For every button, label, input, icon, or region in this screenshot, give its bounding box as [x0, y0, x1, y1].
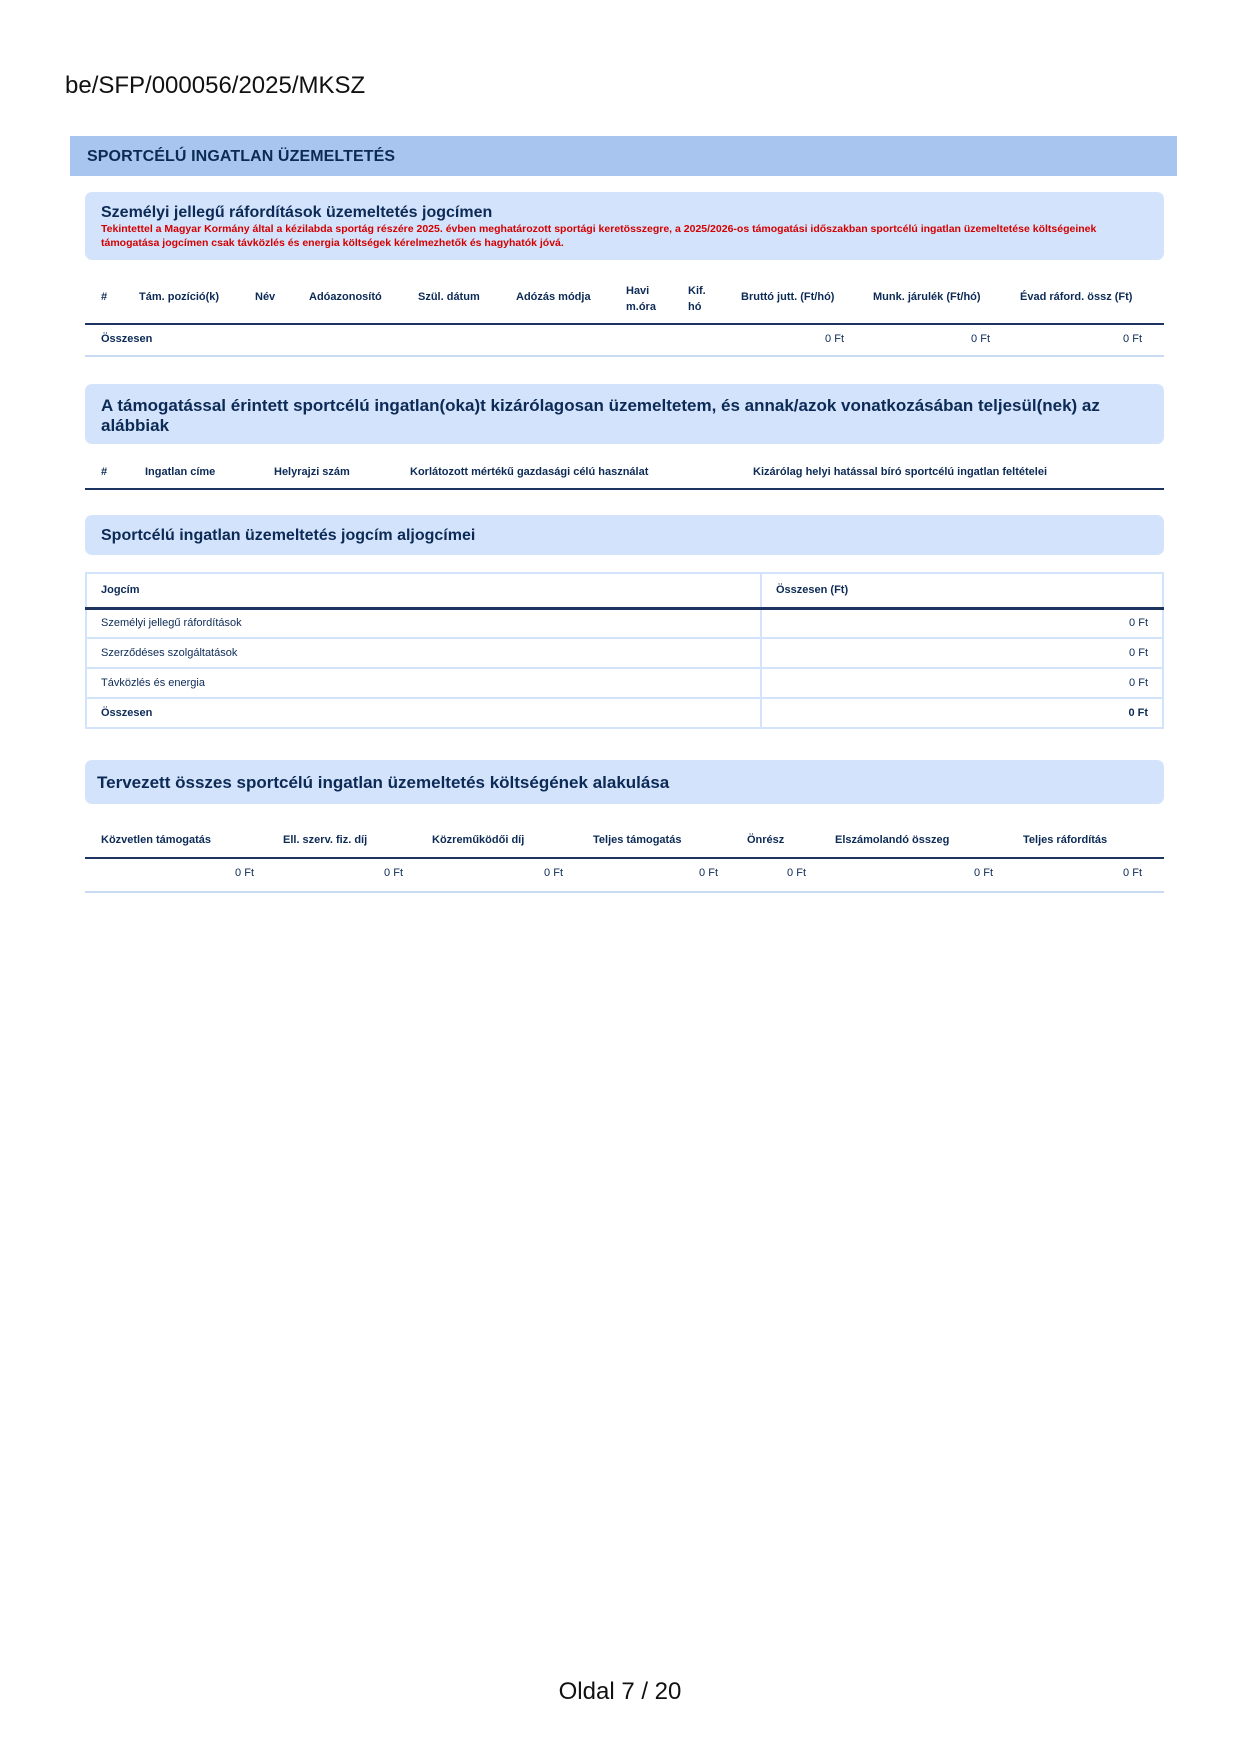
personal-costs-notice: Tekintettel a Magyar Kormány által a kézilabda sportág részére 2025. évben meghatározott sportági keretösszegre, a 2025/2026-os támogatási időszakban sportcélú ingatlan üzemeltetése költségeinek támogatása jogcímen csak távközlés és energia költségek kérelmezhetők és hagyhatók jóvá. [101, 223, 1097, 249]
col-property-address: Ingatlan címe [145, 466, 216, 478]
subtitles-section-header [85, 515, 1164, 555]
total-label: Összesen [86, 698, 761, 728]
value-direct-support: 0 Ft [235, 867, 254, 879]
table-total-row [86, 698, 1163, 728]
col-own-contribution: Önrész [747, 834, 785, 846]
value-total-expenditure: 0 Ft [1123, 867, 1142, 879]
col-tax-id: Adóazonosító [309, 291, 382, 303]
personal-costs-header [85, 192, 1164, 260]
table-bottom-rule [85, 891, 1164, 893]
value-own-contribution: 0 Ft [787, 867, 806, 879]
row-label: Távközlés és energia [86, 668, 761, 698]
col-season-total: Évad ráford. össz (Ft) [1020, 291, 1133, 303]
section-header-main: SPORTCÉLÚ INGATLAN ÜZEMELTETÉS [70, 136, 1177, 176]
total-employer-contribution: 0 Ft [971, 333, 990, 345]
page-number: Oldal 7 / 20 [558, 1678, 682, 1705]
table-header-row [86, 573, 1163, 608]
col-index: # [101, 291, 108, 303]
subtitles-table [85, 572, 1164, 729]
col-control-fee: Ell. szerv. fiz. díj [283, 834, 368, 846]
col-accountable-amount: Elszámolandó összeg [835, 834, 950, 846]
value-intermediary-fee: 0 Ft [544, 867, 563, 879]
table-bottom-rule [85, 355, 1164, 357]
planned-costs-header [85, 760, 1164, 804]
total-gross-pay: 0 Ft [825, 333, 844, 345]
value-total-support: 0 Ft [699, 867, 718, 879]
subtitles-section-title: Sportcélú ingatlan üzemeltetés jogcím aljogcímei [101, 527, 476, 544]
table-divider [85, 857, 1164, 859]
row-value: 0 Ft [761, 638, 1163, 668]
row-label: Szerződéses szolgáltatások [86, 638, 761, 668]
col-gross-pay: Bruttó jutt. (Ft/hó) [741, 291, 835, 303]
col-monthly-hours: Havi m.óra [626, 285, 656, 313]
col-lot-number: Helyrajzi szám [274, 466, 350, 478]
table-row [86, 668, 1163, 698]
total-value: 0 Ft [761, 698, 1163, 728]
table-divider [85, 488, 1164, 490]
col-birth-date: Szül. dátum [418, 291, 480, 303]
col-name: Név [255, 291, 276, 303]
document-reference: be/SFP/000056/2025/MKSZ [65, 72, 366, 99]
property-section-title: A támogatással érintett sportcélú ingatlan(oka)t kizárólagosan üzemeltetem, és annak/azok vonatkozásában teljesül(nek) az alábbiak [101, 396, 1100, 435]
table-divider [85, 323, 1164, 325]
row-label: Személyi jellegű ráfordítások [86, 608, 761, 638]
col-paid-months: Kif. hó [688, 285, 706, 313]
col-local-impact-conditions: Kizárólag helyi hatással bíró sportcélú ingatlan feltételei [753, 466, 1048, 478]
planned-costs-title: Tervezett összes sportcélú ingatlan üzemeltetés költségének alakulása [97, 773, 670, 792]
col-tax-method: Adózás módja [516, 291, 591, 303]
personal-costs-title: Személyi jellegű ráfordítások üzemeltetés jogcímen [101, 204, 493, 221]
value-control-fee: 0 Ft [384, 867, 403, 879]
table-row [86, 608, 1163, 638]
col-jogcim: Jogcím [86, 573, 761, 608]
col-economic-use: Korlátozott mértékű gazdasági célú használat [410, 466, 649, 478]
total-label: Összesen [101, 333, 153, 345]
col-intermediary-fee: Közreműködői díj [432, 834, 525, 846]
row-value: 0 Ft [761, 668, 1163, 698]
table-row [86, 638, 1163, 668]
col-direct-support: Közvetlen támogatás [101, 834, 212, 846]
col-total-expenditure: Teljes ráfordítás [1023, 834, 1108, 846]
value-accountable-amount: 0 Ft [974, 867, 993, 879]
col-total-support: Teljes támogatás [593, 834, 682, 846]
property-section-header [85, 384, 1164, 444]
col-index: # [101, 466, 108, 478]
total-season-cost: 0 Ft [1123, 333, 1142, 345]
col-position: Tám. pozíció(k) [139, 291, 220, 303]
col-total: Összesen (Ft) [761, 573, 1163, 608]
col-employer-contribution: Munk. járulék (Ft/hó) [873, 291, 981, 303]
row-value: 0 Ft [761, 608, 1163, 638]
